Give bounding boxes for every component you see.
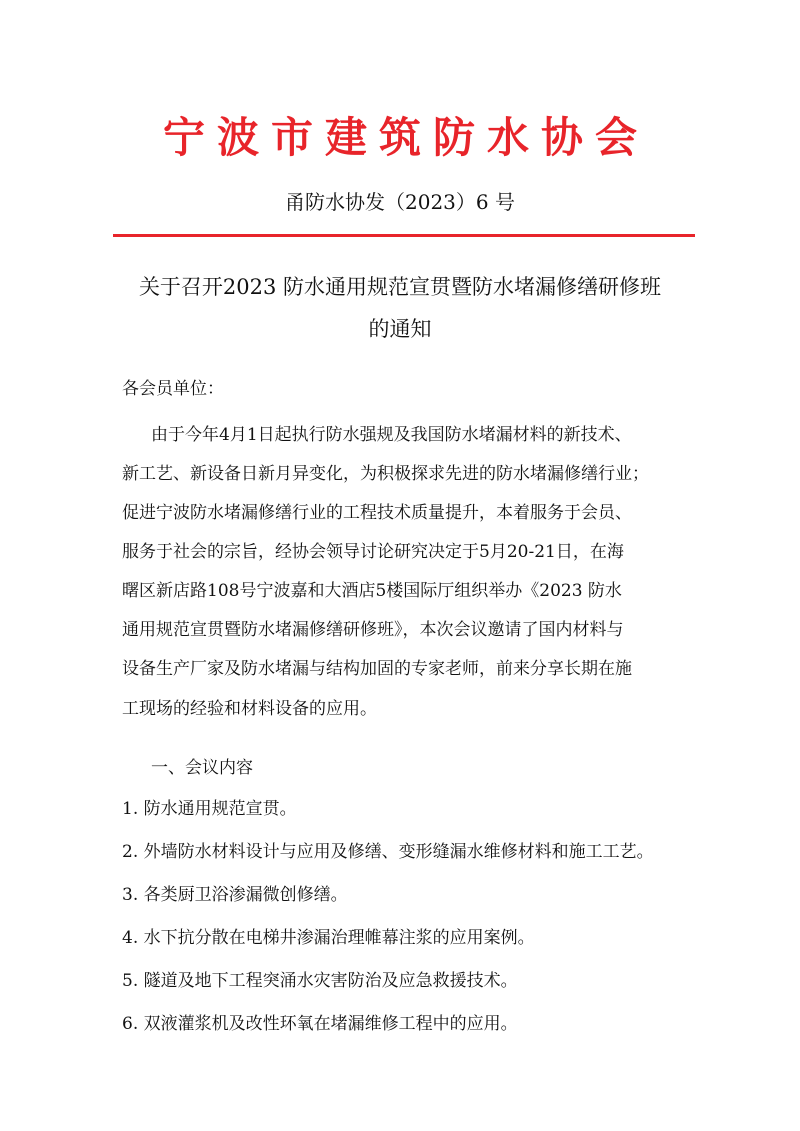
list-item: 3. 各类厨卫浴渗漏微创修缮。 — [122, 885, 348, 905]
list-item: 5. 隧道及地下工程突涌水灾害防治及应急救援技术。 — [122, 971, 518, 991]
paragraph-line: 由于今年4月1日起执行防水强规及我国防水堵漏材料的新技术、 — [151, 425, 632, 445]
notice-title-line-2: 的通知 — [368, 317, 432, 341]
paragraph-line: 曙区新店路108号宁波嘉和大酒店5楼国际厅组织举办《2023 防水 — [122, 581, 622, 601]
list-item: 4. 水下抗分散在电梯井渗漏治理帷幕注浆的应用案例。 — [122, 928, 535, 948]
paragraph-line: 新工艺、新设备日新月异变化，为积极探求先进的防水堵漏修缮行业； — [122, 464, 649, 484]
list-item: 2. 外墙防水材料设计与应用及修缮、变形缝漏水维修材料和施工工艺。 — [122, 842, 654, 862]
list-item: 6. 双液灌浆机及改性环氧在堵漏维修工程中的应用。 — [122, 1014, 518, 1034]
notice-title-line-1: 关于召开2023 防水通用规范宣贯暨防水堵漏修缮研修班 — [138, 275, 662, 299]
paragraph-line: 促进宁波防水堵漏修缮行业的工程技术质量提升，本着服务于会员、 — [122, 503, 632, 523]
section-heading: 一、会议内容 — [151, 758, 253, 778]
document-number: 甬防水协发（2023）6 号 — [285, 190, 515, 214]
organization-title: 宁波市建筑防水协会 — [162, 113, 649, 162]
paragraph-line: 设备生产厂家及防水堵漏与结构加固的专家老师，前来分享长期在施 — [122, 659, 632, 679]
paragraph-line: 服务于社会的宗旨，经协会领导讨论研究决定于5月20-21日，在海 — [122, 542, 624, 562]
red-divider-line — [113, 234, 695, 237]
list-item: 1. 防水通用规范宣贯。 — [122, 799, 297, 819]
salutation: 各会员单位： — [122, 379, 224, 399]
paragraph-line: 通用规范宣贯暨防水堵漏修缮研修班》，本次会议邀请了国内材料与 — [122, 620, 624, 640]
paragraph-line: 工现场的经验和材料设备的应用。 — [122, 699, 377, 719]
